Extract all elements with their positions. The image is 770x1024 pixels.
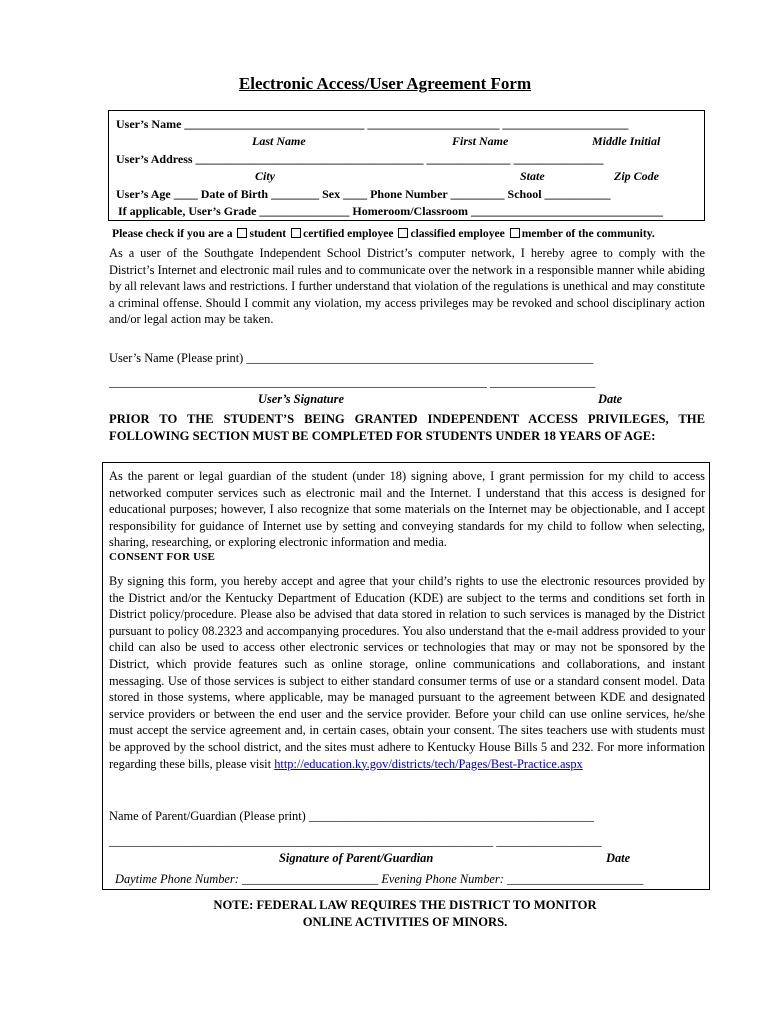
prior-notice: PRIOR TO THE STUDENT’S BEING GRANTED INDEPENDENT ACCESS PRIVILEGES, THE FOLLOWING SECTION MUST BE COMPLETED FOR STUDENTS UNDER 18 YEARS OF AGE: xyxy=(109,412,705,443)
note-line-2: ONLINE ACTIVITIES OF MINORS. xyxy=(302,915,508,929)
first-name-label: First Name xyxy=(452,134,509,148)
users-age-line[interactable]: User’s Age ____ Date of Birth ________ Sex ____ Phone Number _________ School ___________ xyxy=(116,187,611,201)
user-type-checkline xyxy=(112,227,655,240)
consent-paragraph xyxy=(109,573,705,772)
parent-signature-line[interactable]: ______________________________________________________________ _________________ xyxy=(109,834,602,848)
classified-employee-option: classified employee xyxy=(410,227,505,240)
users-address-line[interactable]: User’s Address ______________________________________ ______________ _______________ xyxy=(116,152,604,166)
student-checkbox[interactable] xyxy=(237,228,247,238)
check-prefix: Please check if you are a xyxy=(112,227,233,240)
phone-numbers-line[interactable]: Daytime Phone Number: ______________________ Evening Phone Number: ______________________ xyxy=(115,872,644,886)
community-member-option: member of the community. xyxy=(521,227,655,240)
best-practice-link[interactable]: http://education.ky.gov/districts/tech/Pages/Best-Practice.aspx xyxy=(274,756,583,771)
users-name-print-line[interactable]: User’s Name (Please print) ________________________________________________________ xyxy=(109,351,594,365)
parent-permission-paragraph: As the parent or legal guardian of the student (under 18) signing above, I grant permission for my child to access networked computer services such as electronic mail and the Internet. I understand that this access is designed for educational purposes; however, I also recognize that some materials on the Internet may be objectionable, and I accept responsibility for guidance of Internet use by setting and conveying standards for my child to follow when selecting, sharing, researching, or exploring electronic information and media. xyxy=(109,469,705,550)
users-signature-label: User’s Signature xyxy=(258,392,344,406)
parent-date-label: Date xyxy=(606,851,631,865)
middle-initial-label: Middle Initial xyxy=(592,134,661,148)
last-name-label: Last Name xyxy=(252,134,306,148)
classified-employee-checkbox[interactable] xyxy=(398,228,408,238)
student-option: student xyxy=(249,227,287,240)
state-label: State xyxy=(520,169,545,183)
users-name-line[interactable]: User’s Name ______________________________ ______________________ _____________________ xyxy=(116,117,629,131)
parent-signature-label: Signature of Parent/Guardian xyxy=(279,851,434,865)
form-title: Electronic Access/User Agreement Form xyxy=(238,74,532,93)
consent-heading: CONSENT FOR USE xyxy=(109,551,216,563)
parent-name-print-line[interactable]: Name of Parent/Guardian (Please print) ______________________________________________ xyxy=(109,809,594,823)
zip-code-label: Zip Code xyxy=(614,169,659,183)
users-date-label: Date xyxy=(598,392,623,406)
consent-text: By signing this form, you hereby accept and agree that your child’s rights to use the electronic resources provided by the District and/or the Kentucky Department of Education (KDE) are subject to the terms and conditions set forth in District policy/procedure. Please also be advised that data stored in relation to such services is managed by the District pursuant to policy 08.2323 and accompanying procedures. You also understand that the e-mail address provided to your child can also be used to access other electronic services or technologies that may or may not be sponsored by the District, which provide features such as online storage, online communications and collaborations, and instant messaging. Use of those services is subject to either standard consumer terms of use or a standard consent model. Data stored in those systems, where applicable, may be managed pursuant to the agreement between KDE and designated service providers or between the end user and the service provider. Before your child can use online services, he/she must accept the service agreement and, in certain cases, obtain your consent. The sites teachers use with students must be approved by the school district, and the sites must adhere to Kentucky House Bills 5 and 232. For more information regarding these bills, please visit xyxy=(109,574,705,771)
certified-employee-option: certified employee xyxy=(303,227,394,240)
federal-law-note xyxy=(0,897,770,931)
city-label: City xyxy=(255,169,275,183)
users-signature-line[interactable]: _____________________________________________________________ _________________ xyxy=(109,375,596,389)
certified-employee-checkbox[interactable] xyxy=(291,228,301,238)
community-member-checkbox[interactable] xyxy=(510,228,520,238)
note-line-1: NOTE: FEDERAL LAW REQUIRES THE DISTRICT TO MONITOR xyxy=(213,898,597,912)
agreement-paragraph: As a user of the Southgate Independent School District’s computer network, I hereby agree to comply with the District’s Internet and electronic mail rules and to communicate over the network in a responsible manner while abiding by all relevant laws and restrictions. I further understand that violation of the regulations is unethical and may constitute a criminal offense. Should I commit any violation, my access privileges may be revoked and school disciplinary action and/or legal action may be taken. xyxy=(109,246,705,327)
grade-homeroom-line[interactable]: If applicable, User’s Grade _______________ Homeroom/Classroom ________________________________ xyxy=(118,204,663,218)
